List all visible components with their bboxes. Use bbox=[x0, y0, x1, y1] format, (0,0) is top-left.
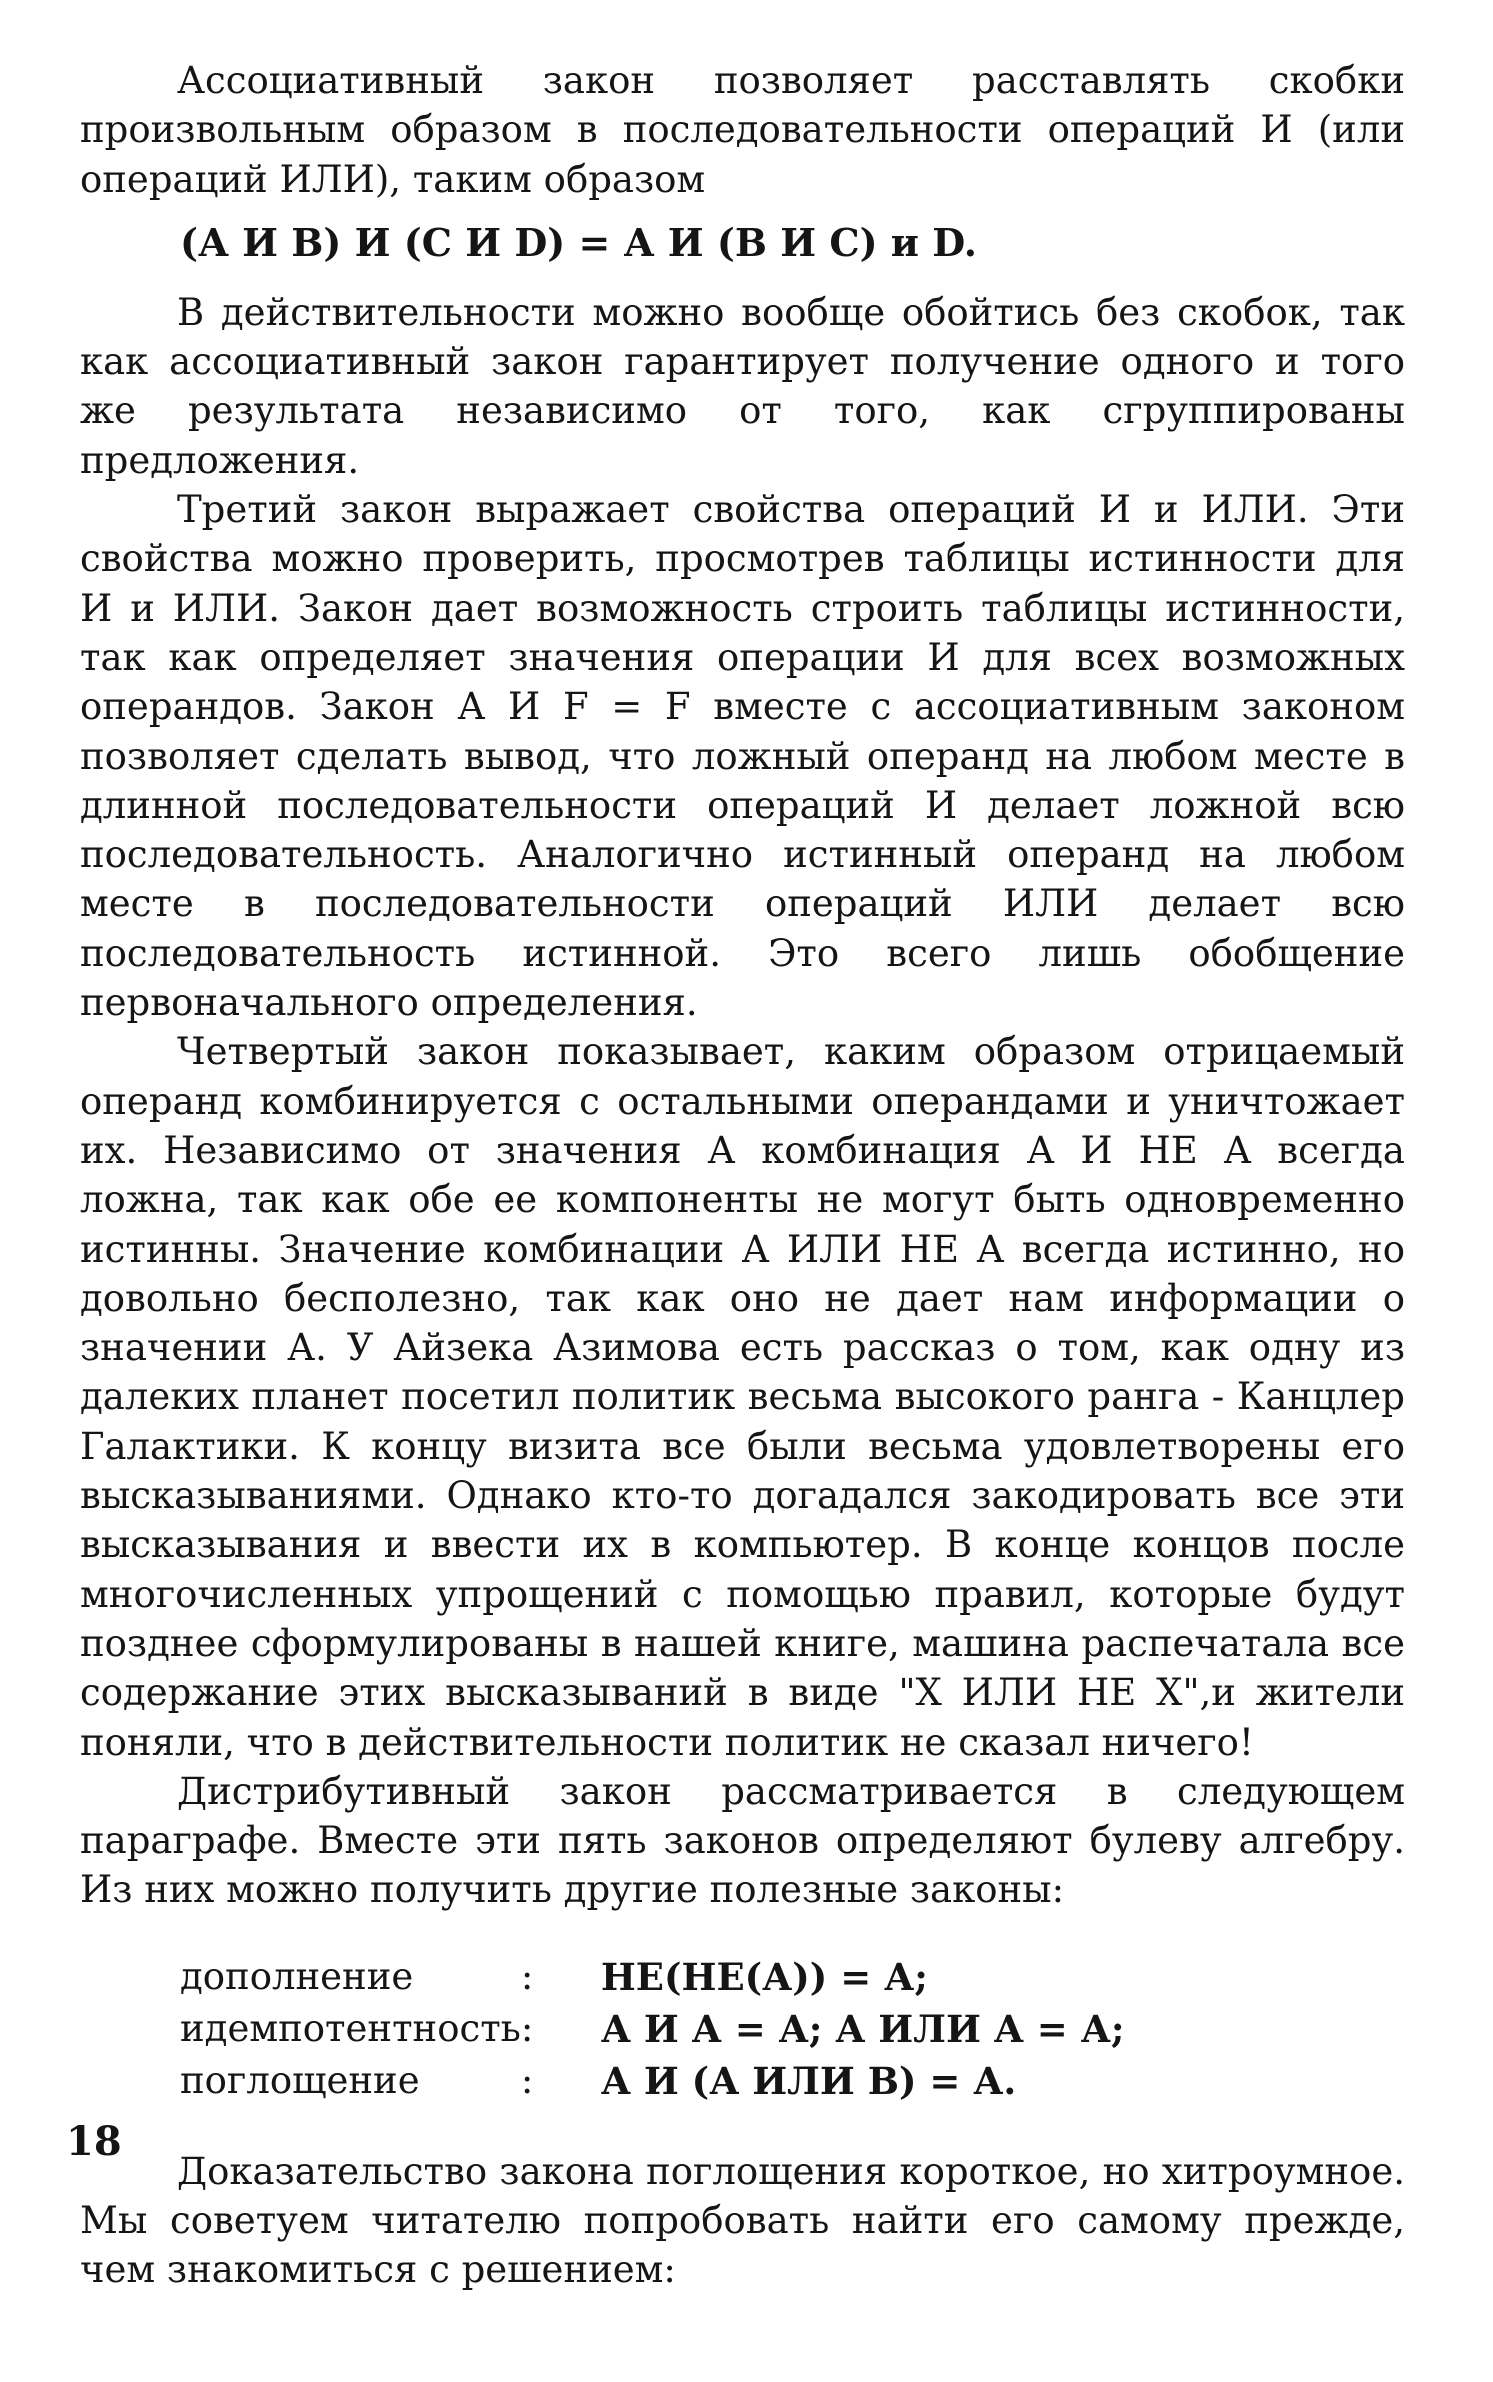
law-colon: : bbox=[520, 1955, 534, 1999]
law-name: идемпотентность bbox=[180, 2007, 521, 2051]
law-colon: : bbox=[520, 2007, 534, 2051]
paragraph-fourth-law: Четвертый закон показывает, каким образом отрицаемый операнд комбинируется с остальными операндами и уничтожает их. Независимо от значения А комбинация А И НЕ А всегда ложна, так как обе ее компоненты не могут быть одновременно истинны. Значение комбинации А ИЛИ НЕ А всегда истинно, но довольно бесполезно, так как оно не дает нам информации о значении А. У Айзека Азимова есть рассказ о том, как одну из далеких планет посетил политик весьма высокого ранга - Канцлер Галактики. К концу визита все были весьма удовлетворены его высказываниями. Однако кто-то догадался закодировать все эти высказывания и ввести их в компьютер. В конце концов после многочисленных упрощений с помощью правил, которые будут позднее сформулированы в нашей книге, машина распечатала все содержание этих высказываний в виде "X ИЛИ НЕ X",и жители поняли, что в действительности политик не сказал ничего! bbox=[80, 1030, 1405, 1764]
law-expression: А И (А ИЛИ В) = А. bbox=[600, 2058, 1017, 2103]
law-row-absorption bbox=[180, 2055, 1124, 2107]
paragraph-distributive-law: Дистрибутивный закон рассматривается в следующем параграфе. Вместе эти пять законов определяют булеву алгебру. Из них можно получить другие полезные законы: bbox=[80, 1769, 1405, 1912]
paragraph-third-law: Третий закон выражает свойства операций И и ИЛИ. Эти свойства можно проверить, просмотрев таблицы истинности для И и ИЛИ. Закон дает возможность строить таблицы истинности, так как определяет значения операции И для всех возможных операндов. Закон А И F = F вместе с ассоциативным законом позволяет сделать вывод, что ложный операнд на любом месте в длинной последовательности операций И делает ложной всю последовательность. Аналогично истинный операнд на любом месте в последовательности операций ИЛИ делает всю последовательность истинной. Это всего лишь обобщение первоначального определения. bbox=[80, 488, 1405, 1025]
law-name: поглощение bbox=[180, 2059, 420, 2103]
law-colon: : bbox=[520, 2059, 534, 2103]
law-expression: А И А = А; А ИЛИ А = А; bbox=[600, 2006, 1125, 2051]
law-row-complement bbox=[180, 1951, 1124, 2003]
page-body bbox=[80, 56, 1405, 2295]
paragraph-absorption-proof: Доказательство закона поглощения короткое, но хитроумное. Мы советуем читателю попробовать найти его самому прежде, чем знакомиться с решением: bbox=[80, 2149, 1405, 2292]
paragraph-associative-law: Ассоциативный закон позволяет расставлять скобки произвольным образом в последовательности операций И (или операций ИЛИ), таким образом bbox=[80, 59, 1405, 201]
law-expression: НЕ(НЕ(А)) = А; bbox=[600, 1954, 928, 1999]
associative-formula: (А И В) И (С И D) = А И (В И С) и D. bbox=[180, 219, 978, 265]
law-name: дополнение bbox=[180, 1955, 414, 1999]
laws-table bbox=[180, 1951, 1124, 2107]
law-row-idempotence bbox=[180, 2003, 1124, 2055]
paragraph-no-brackets: В действительности можно вообще обойтись без скобок, так как ассоциативный закон гарантирует получение одного и того же результата независимо от того, как сгруппированы предложения. bbox=[80, 290, 1405, 482]
page-number: 18 bbox=[66, 2118, 122, 2165]
